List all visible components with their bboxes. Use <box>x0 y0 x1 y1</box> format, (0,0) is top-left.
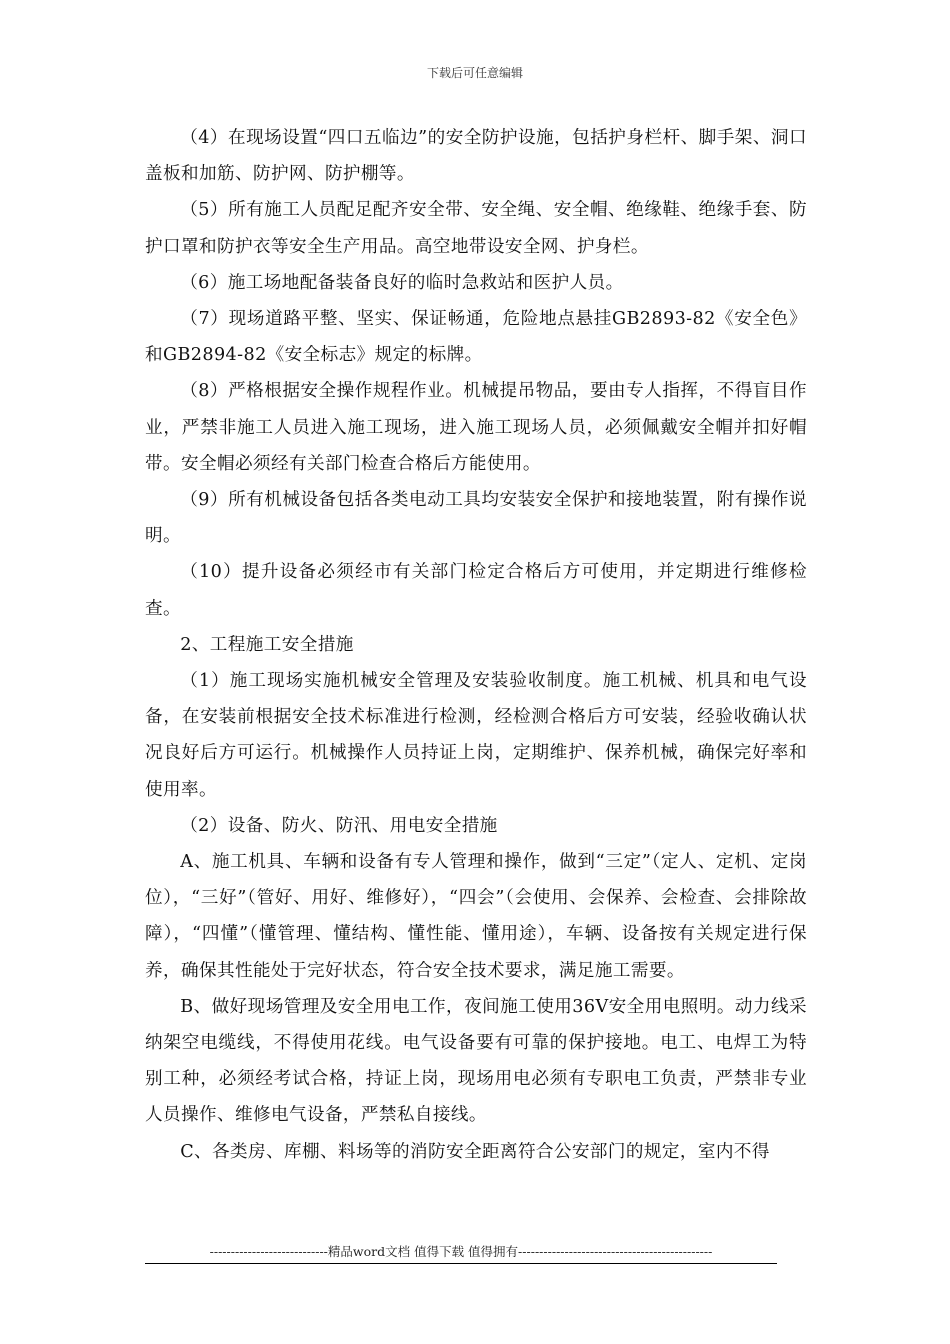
paragraph-measure-b: B、做好现场管理及安全用电工作，夜间施工使用36V安全用电照明。动力线采纳架空电缆线，不得使用花线。电气设备要有可靠的保护接地。电工、电焊工为特别工种，必须经考试合格，持证上岗，现场用电必须有专职电工负责，严禁非专业人员操作、维修电气设备，严禁私自接线。 <box>145 996 807 1126</box>
paragraph-item-6: （6）施工场地配备装备良好的临时急救站和医护人员。 <box>180 272 624 293</box>
page-footer <box>145 1244 777 1264</box>
section-heading-safety-measures: 2、工程施工安全措施 <box>180 634 354 655</box>
paragraph-measure-2: （2）设备、防火、防汛、用电安全措施 <box>180 815 498 836</box>
paragraph-item-7: （7）现场道路平整、坚实、保证畅通，危险地点悬挂GB2893-82《安全色》和GB2894-82《安全标志》规定的标牌。 <box>145 309 807 366</box>
paragraph-item-9: （9）所有机械设备包括各类电动工具均安装安全保护和接地装置，附有操作说明。 <box>145 490 807 547</box>
document-body <box>145 120 807 1170</box>
footer-text: ----------------------------精品word文档 值得下载 值得拥有---------------------------------------------- <box>209 1244 713 1259</box>
paragraph-item-5: （5）所有施工人员配足配齐安全带、安全绳、安全帽、绝缘鞋、绝缘手套、防护口罩和防护衣等安全生产用品。高空地带设安全网、护身栏。 <box>145 200 807 257</box>
paragraph-item-10: （10）提升设备必须经市有关部门检定合格后方可使用，并定期进行维修检查。 <box>145 562 807 619</box>
paragraph-item-8: （8）严格根据安全操作规程作业。机械提吊物品，要由专人指挥，不得盲目作业，严禁非施工人员进入施工现场，进入施工现场人员，必须佩戴安全帽并扣好帽带。安全帽必须经有关部门检查合格后方能使用。 <box>145 381 807 474</box>
paragraph-measure-a: A、施工机具、车辆和设备有专人管理和操作，做到“三定”（定人、定机、定岗位），“三好”（管好、用好、维修好），“四会”（会使用、会保养、会检查、会排除故障），“四懂”（懂管理、懂结构、懂性能、懂用途），车辆、设备按有关规定进行保养，确保其性能处于完好状态，符合安全技术要求，满足施工需要。 <box>145 852 807 981</box>
paragraph-measure-1: （1）施工现场实施机械安全管理及安装验收制度。施工机械、机具和电气设备，在安装前根据安全技术标准进行检测，经检测合格后方可安装，经验收确认状况良好后方可运行。机械操作人员持证上岗，定期维护、保养机械，确保完好率和使用率。 <box>145 671 807 800</box>
paragraph-measure-c: C、各类房、库棚、料场等的消防安全距离符合公安部门的规定，室内不得 <box>180 1141 770 1162</box>
paragraph-item-4: （4）在现场设置“四口五临边”的安全防护设施，包括护身栏杆、脚手架、洞口盖板和加筋、防护网、防护棚等。 <box>145 128 807 185</box>
footer-rule <box>145 1263 777 1264</box>
page-header: 下载后可任意编辑 <box>426 66 523 80</box>
